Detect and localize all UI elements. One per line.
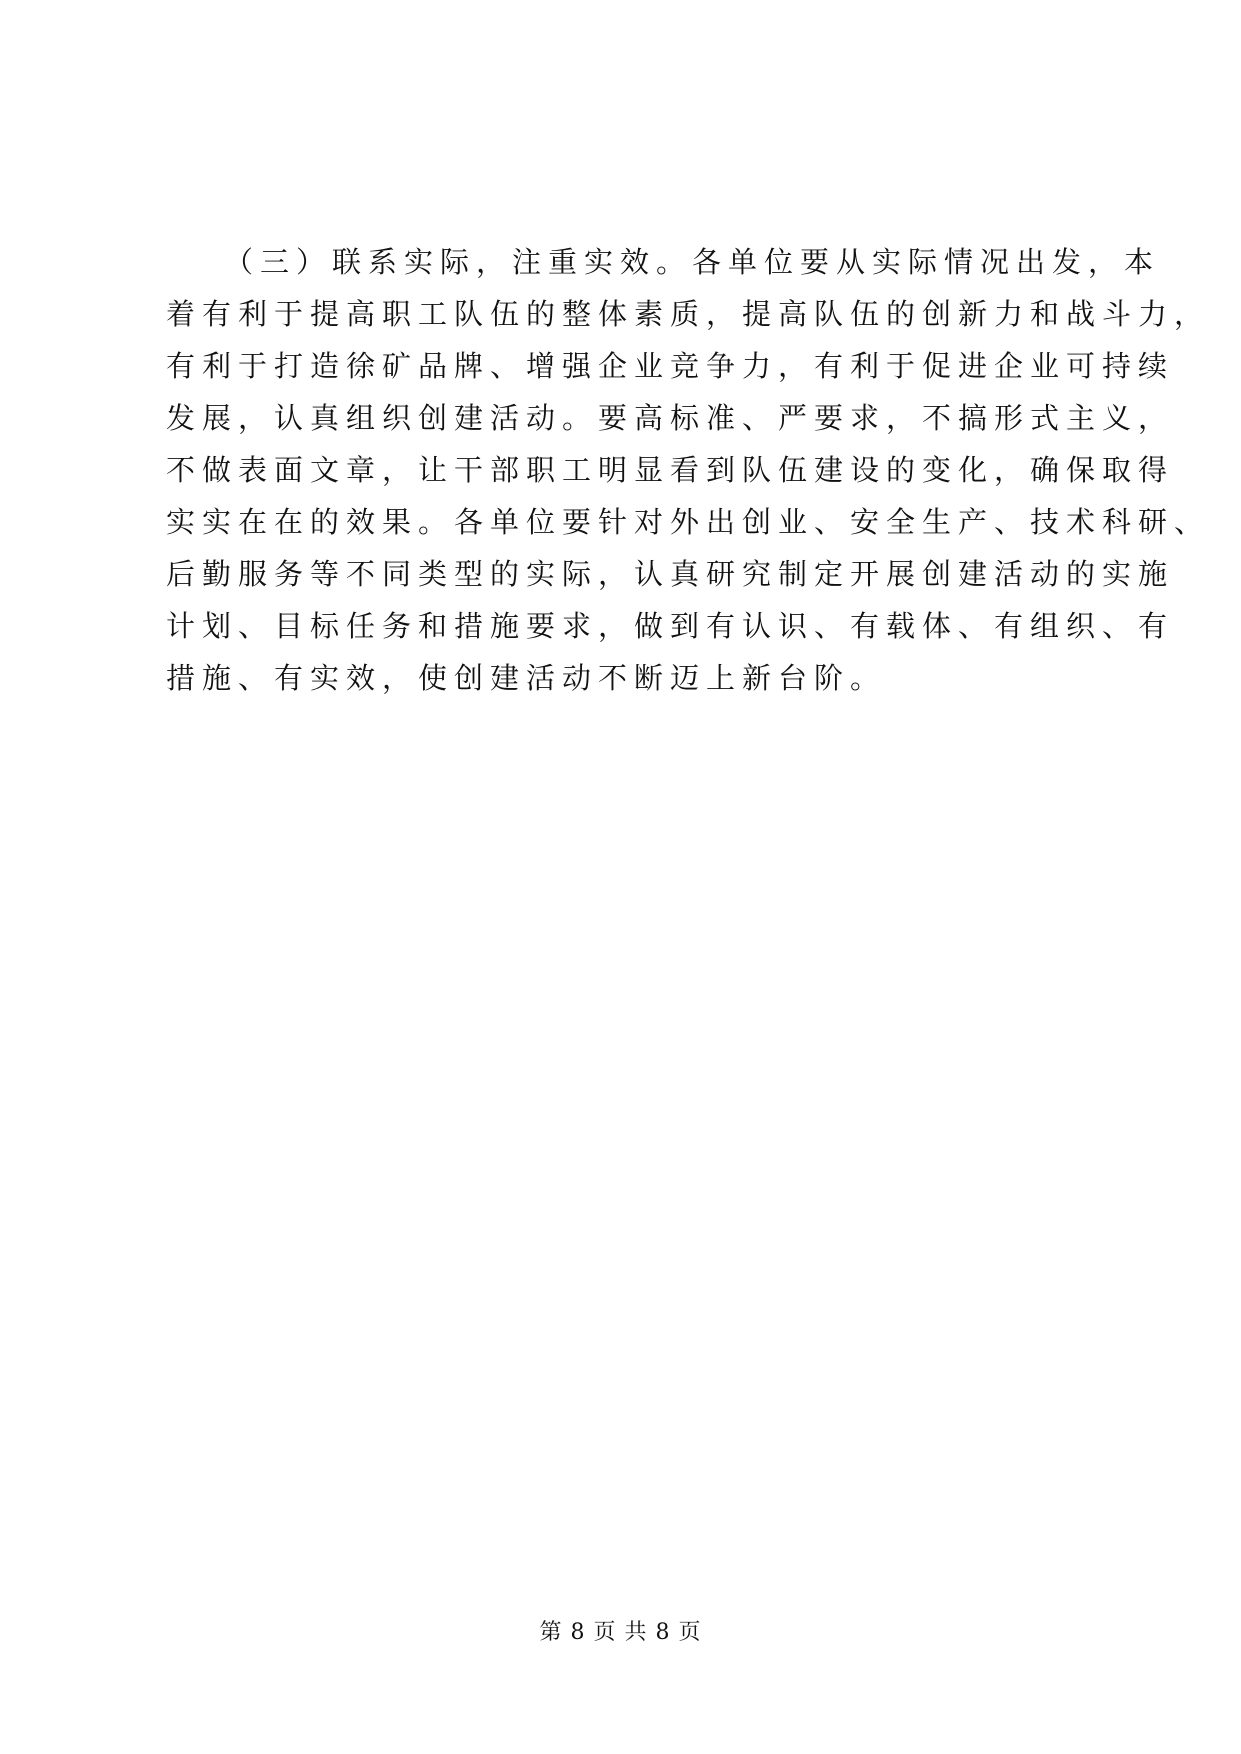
body-paragraph [166,236,1211,704]
paragraph-line: 发展，认真组织创建活动。要高标准、严要求，不搞形式主义， [166,401,1175,435]
paragraph-line: 有利于打造徐矿品牌、增强企业竞争力，有利于促进企业可持续 [166,349,1175,383]
paragraph-line: 不做表面文章，让干部职工明显看到队伍建设的变化，确保取得 [166,453,1175,487]
paragraph-line: （三）联系实际，注重实效。各单位要从实际情况出发，本 [224,245,1161,279]
paragraph-line: 着有利于提高职工队伍的整体素质，提高队伍的创新力和战斗力， [166,297,1211,331]
paragraph-line: 后勤服务等不同类型的实际，认真研究制定开展创建活动的实施 [166,557,1175,591]
page-number-footer: 第 8 页 共 8 页 [539,1620,702,1645]
paragraph-line: 实实在在的效果。各单位要针对外出创业、安全生产、技术科研、 [166,505,1211,539]
paragraph-line: 措施、有实效，使创建活动不断迈上新台阶。 [166,661,887,695]
paragraph-line: 计划、目标任务和措施要求，做到有认识、有载体、有组织、有 [166,609,1175,643]
